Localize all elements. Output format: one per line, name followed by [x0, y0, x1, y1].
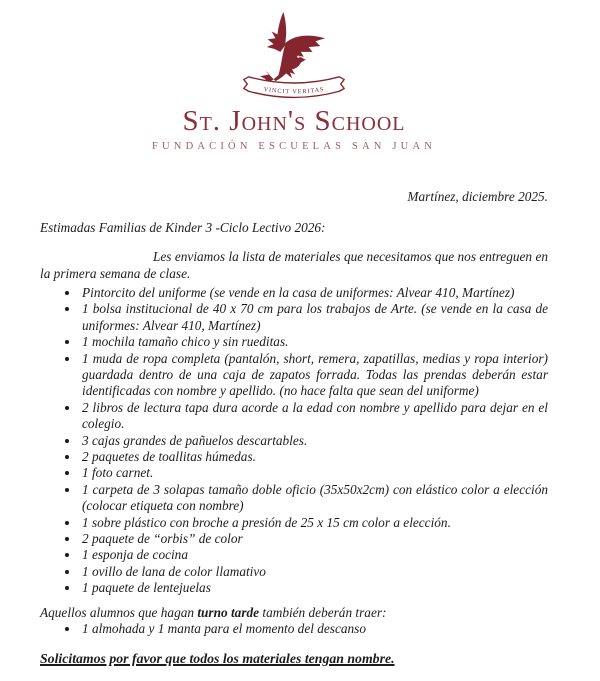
material-item: • 1 sobre plástico con broche a presión de 25 x 15 cm color a elección. [80, 515, 548, 531]
school-header [40, 12, 548, 152]
afternoon-list [40, 621, 548, 637]
material-item: • 2 paquete de “orbis” de color [80, 531, 548, 547]
afternoon-note [40, 605, 548, 621]
material-item: • 2 libros de lectura tapa dura acorde a la edad con nombre y apellido para dejar en el colegio. [80, 400, 548, 433]
motto-ribbon-icon [239, 72, 349, 105]
school-foundation: FUNDACIÓN ESCUELAS SAN JUAN [151, 141, 437, 153]
afternoon-item: • 1 almohada y 1 manta para el momento del descanso [80, 621, 548, 637]
material-item: • 3 cajas grandes de pañuelos descartables. [80, 433, 548, 449]
material-item: • Pintorcito del uniforme (se vende en la casa de uniformes: Alvear 410, Martínez) [80, 285, 548, 301]
dateline: Martínez, diciembre 2025. [407, 189, 548, 205]
material-item: • 1 mochila tamaño chico y sin rueditas. [80, 334, 548, 350]
material-item: • 1 ovillo de lana de color llamativo [80, 564, 548, 580]
material-item: • 1 bolsa institucional de 40 x 70 cm para los trabajos de Arte. (se vende en la casa de uniformes: Alvear 410, Martínez) [80, 301, 548, 334]
afternoon-note-highlight: turno tarde [197, 604, 260, 620]
material-item: • 1 carpeta de 3 solapas tamaño doble oficio (35x50x2cm) con elástico color a elección (colocar etiqueta con nombre) [80, 482, 548, 515]
material-item: • 1 muda de ropa completa (pantalón, short, remera, zapatillas, medias y ropa interior) guardada dentro de una caja de zapatos forrada. Todas las prendas deberán estar identificadas con nombre y apellido. (no hace falta que sean del uniforme) [80, 351, 548, 400]
material-item: • 1 paquete de lentejuelas [80, 580, 548, 596]
school-name: St. John's School [182, 105, 406, 137]
afternoon-note-prefix: Aquellos alumnos que hagan [40, 604, 198, 620]
intro-paragraph: Les enviamos la lista de materiales que necesitamos que nos entreguen en la primera semana de clase. [40, 249, 548, 281]
letter-body [40, 189, 548, 668]
motto-text: VINCIT VERITAS [263, 85, 325, 96]
material-item: • 2 paquetes de toallitas húmedas. [80, 449, 548, 465]
footer-note: Solicitamos por favor que todos los materiales tengan nombre. [40, 651, 395, 667]
material-item: • 1 foto carnet. [80, 465, 548, 481]
greeting: Estimadas Familias de Kinder 3 -Ciclo Lectivo 2026: [40, 219, 326, 235]
material-item: • 1 esponja de cocina [80, 547, 548, 563]
afternoon-note-suffix: también deberán traer: [259, 604, 387, 620]
materials-list [40, 285, 548, 597]
